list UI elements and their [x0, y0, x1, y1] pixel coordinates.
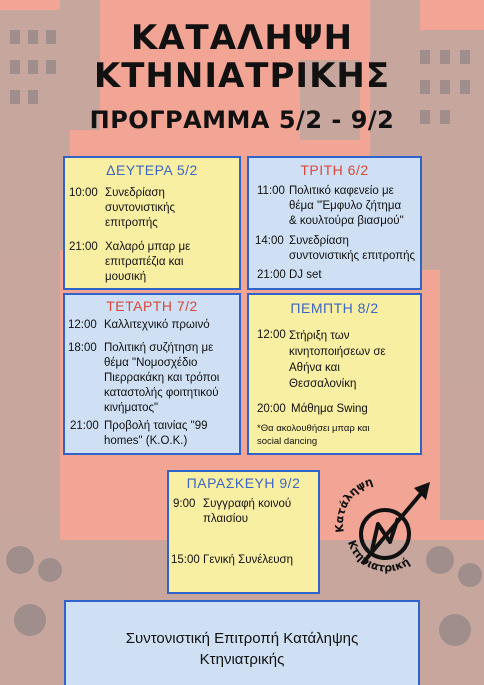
event-description: Πολιτική συζήτηση με θέμα "Νομοσχέδιο Πιερρακάκη και τρόποι καταστολής φοιτητικού κινήματος": [104, 342, 220, 414]
event-description: Συνεδρίαση συντονιστικής επιτροπής: [289, 235, 416, 262]
event-description: Προβολή ταινίας "99 homes" (Κ.Ο.Κ.): [104, 420, 208, 447]
title-line-1: ΚΑΤΑΛΗΨΗ: [130, 18, 354, 58]
event-time: 21:00: [69, 241, 98, 253]
monday-box: [63, 156, 241, 290]
friday-box: [167, 470, 320, 594]
wednesday-box: [63, 293, 241, 455]
footer-signature: Συντονιστική Επιτροπή Κατάληψης Κτηνιατρικής: [125, 630, 359, 668]
thursday-box: [247, 293, 422, 455]
event-description: Χαλαρό μπαρ με επιτραπέζια και μουσική: [105, 241, 191, 283]
event-description: Στήριξη των κινητοποιήσεων σε Αθήνα και Θεσσαλονίκη: [289, 330, 386, 390]
event-time: 10:00: [69, 187, 98, 199]
event-time: 12:00: [257, 329, 286, 341]
footer-box: [64, 600, 420, 685]
event-time: 14:00: [255, 235, 284, 247]
logo-text-top: Κατάληψη: [332, 474, 375, 534]
event-time: 11:00: [257, 185, 285, 197]
occupation-logo: [330, 472, 440, 582]
day-label-friday: ΠΑΡΑΣΚΕΥΗ 9/2: [186, 475, 301, 491]
event-time: 18:00: [68, 342, 97, 354]
title-line-2: ΚΤΗΝΙΑΤΡΙΚΗΣ: [93, 56, 391, 96]
logo-text-bottom: Κτηνιατρική: [344, 538, 413, 575]
event-description: Καλλιτεχνικό πρωινό: [104, 319, 210, 331]
day-label-wednesday: ΤΕΤΑΡΤΗ 7/2: [106, 298, 198, 314]
event-description: Μάθημα Swing: [291, 403, 368, 415]
event-time: 20:00: [257, 403, 286, 415]
event-time: 9:00: [173, 498, 196, 510]
tuesday-box: [247, 156, 422, 290]
program-dates: ΠΡΟΓΡΑΜΜΑ 5/2 - 9/2: [89, 106, 395, 134]
event-time: 21:00: [257, 269, 286, 281]
day-label-thursday: ΠΕΜΠΤΗ 8/2: [290, 300, 379, 316]
svg-text:Κατάληψη: [333, 475, 375, 533]
day-label-monday: ΔΕΥΤΕΡΑ 5/2: [106, 162, 198, 178]
event-time: 21:00: [70, 420, 99, 432]
event-time: 12:00: [68, 319, 97, 331]
event-time: 15:00: [171, 554, 200, 566]
event-description: Πολιτικό καφενείο με θέμα "Έμφυλο ζήτημα & κουλτούρα βιασμού": [289, 185, 404, 227]
event-description: Συγγραφή κοινού πλαισίου: [203, 498, 292, 525]
day-label-tuesday: ΤΡΙΤΗ 6/2: [300, 162, 369, 178]
event-description: Γενική Συνέλευση: [203, 554, 294, 566]
event-note: *Θα ακολουθήσει μπαρ και social dancing: [257, 423, 370, 447]
event-description: DJ set: [289, 269, 322, 281]
event-description: Συνεδρίαση συντονιστικής επιτροπής: [105, 187, 176, 229]
